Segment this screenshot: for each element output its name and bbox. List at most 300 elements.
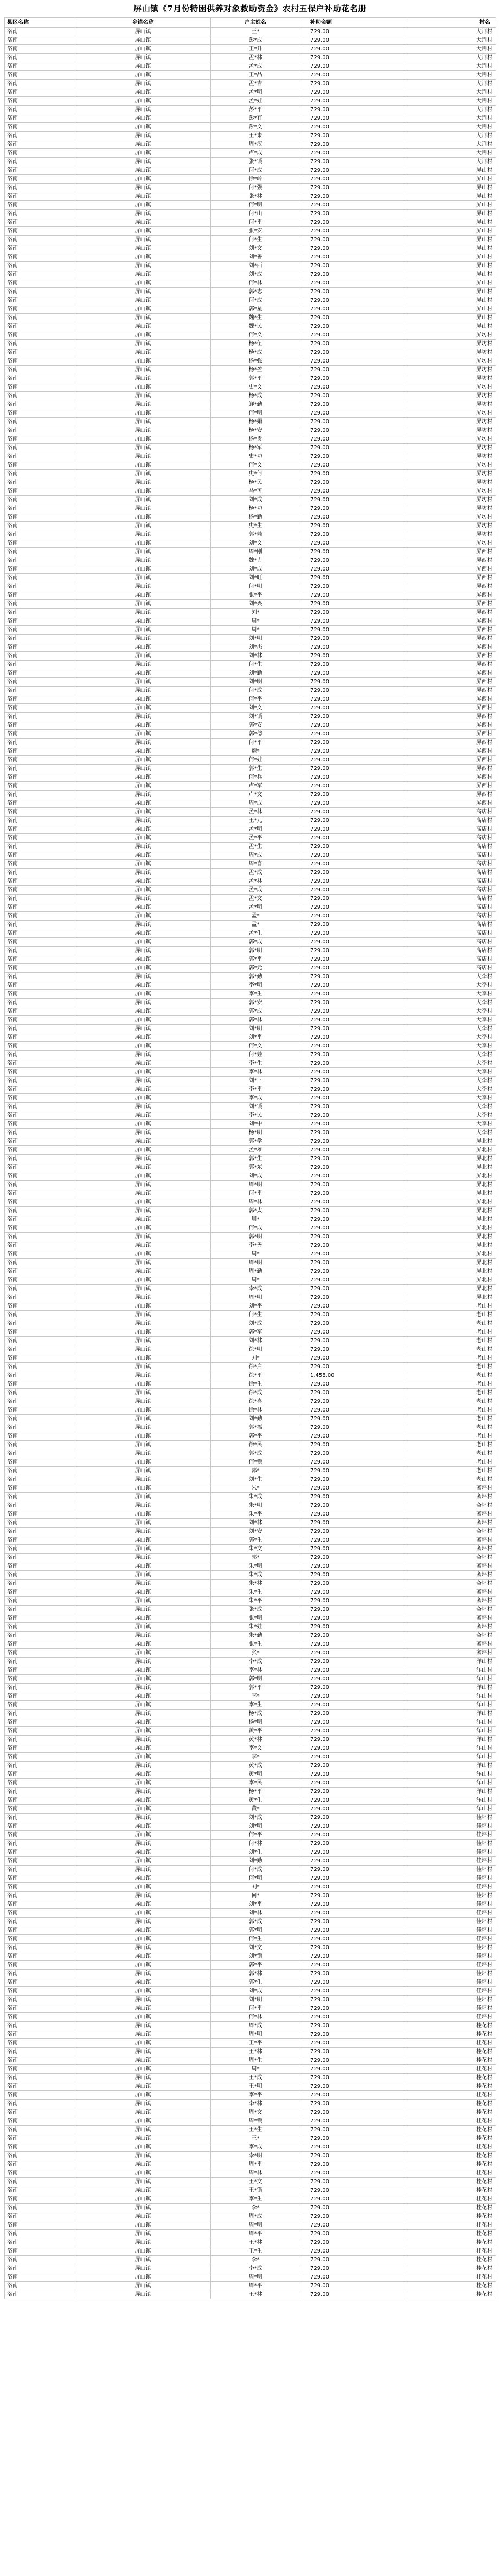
- cell-county: 洛南: [5, 2013, 75, 2022]
- cell-county: 洛南: [5, 1198, 75, 1207]
- cell-village: 屏北村: [406, 1198, 496, 1207]
- table-row: [5, 973, 496, 981]
- table-row: [5, 218, 496, 227]
- table-row: [5, 912, 496, 921]
- cell-town: 屏山镇: [75, 1961, 211, 1970]
- table-row: [5, 478, 496, 487]
- cell-amount: 729.00: [300, 192, 406, 201]
- cell-householder: 周*喜: [211, 860, 300, 869]
- table-row: [5, 279, 496, 288]
- cell-county: 洛南: [5, 669, 75, 678]
- cell-town: 屏山镇: [75, 1614, 211, 1623]
- table-row: [5, 530, 496, 539]
- cell-amount: 729.00: [300, 955, 406, 964]
- cell-householder: 彭*有: [211, 114, 300, 123]
- cell-town: 屏山镇: [75, 1250, 211, 1259]
- cell-town: 屏山镇: [75, 1441, 211, 1449]
- cell-village: 老山村: [406, 1371, 496, 1380]
- cell-village: 斋坪村: [406, 1632, 496, 1640]
- table-row: [5, 721, 496, 730]
- cell-county: 洛南: [5, 1380, 75, 1389]
- table-row: [5, 1111, 496, 1120]
- table-row: [5, 1033, 496, 1042]
- cell-county: 洛南: [5, 1944, 75, 1952]
- cell-county: 洛南: [5, 1033, 75, 1042]
- cell-village: 屏坊村: [406, 331, 496, 340]
- cell-village: 屏山村: [406, 227, 496, 236]
- cell-county: 洛南: [5, 36, 75, 45]
- cell-village: 高店村: [406, 921, 496, 929]
- cell-village: 屏北村: [406, 1259, 496, 1267]
- cell-village: 屏坊村: [406, 409, 496, 418]
- cell-county: 洛南: [5, 999, 75, 1007]
- cell-village: 老山村: [406, 1345, 496, 1354]
- cell-town: 屏山镇: [75, 97, 211, 106]
- cell-county: 洛南: [5, 1710, 75, 1718]
- cell-town: 屏山镇: [75, 522, 211, 530]
- cell-householder: 何*文: [211, 461, 300, 470]
- cell-village: 屏西村: [406, 548, 496, 556]
- table-row: [5, 1545, 496, 1554]
- cell-county: 洛南: [5, 470, 75, 478]
- table-row: [5, 504, 496, 513]
- cell-county: 洛南: [5, 2134, 75, 2143]
- cell-amount: 729.00: [300, 756, 406, 765]
- cell-town: 屏山镇: [75, 1666, 211, 1675]
- table-row: [5, 1319, 496, 1328]
- cell-householder: 刘*平: [211, 1033, 300, 1042]
- cell-householder: 周*明: [211, 1181, 300, 1189]
- table-row: [5, 2022, 496, 2030]
- cell-town: 屏山镇: [75, 756, 211, 765]
- table-row: [5, 730, 496, 739]
- table-row: [5, 929, 496, 938]
- cell-amount: 729.00: [300, 1363, 406, 1371]
- cell-householder: 周*: [211, 1276, 300, 1285]
- cell-householder: 何*兵: [211, 773, 300, 782]
- cell-county: 洛南: [5, 2247, 75, 2256]
- cell-amount: 729.00: [300, 1918, 406, 1926]
- cell-householder: 刘*文: [211, 244, 300, 253]
- cell-amount: 729.00: [300, 2065, 406, 2074]
- cell-town: 屏山镇: [75, 626, 211, 635]
- cell-amount: 729.00: [300, 1475, 406, 1484]
- cell-amount: 729.00: [300, 88, 406, 97]
- cell-town: 屏山镇: [75, 1944, 211, 1952]
- cell-amount: 729.00: [300, 452, 406, 461]
- cell-householder: 黄*成: [211, 1762, 300, 1770]
- cell-amount: 729.00: [300, 2212, 406, 2221]
- cell-amount: 729.00: [300, 149, 406, 158]
- cell-town: 屏山镇: [75, 296, 211, 305]
- cell-village: 屏山村: [406, 279, 496, 288]
- cell-amount: 729.00: [300, 1293, 406, 1302]
- cell-amount: 729.00: [300, 374, 406, 383]
- cell-village: 高店村: [406, 843, 496, 851]
- table-row: [5, 981, 496, 990]
- cell-householder: 杨*明: [211, 1129, 300, 1137]
- cell-householder: 孟*生: [211, 929, 300, 938]
- cell-town: 屏山镇: [75, 227, 211, 236]
- table-row: [5, 713, 496, 721]
- cell-county: 洛南: [5, 1935, 75, 1944]
- cell-county: 洛南: [5, 2160, 75, 2169]
- table-row: [5, 1736, 496, 1744]
- table-row: [5, 1866, 496, 1874]
- cell-town: 屏山镇: [75, 574, 211, 582]
- cell-amount: 729.00: [300, 253, 406, 262]
- cell-town: 屏山镇: [75, 1831, 211, 1840]
- cell-village: 屏西村: [406, 617, 496, 626]
- cell-householder: 李*民: [211, 1111, 300, 1120]
- table-row: [5, 2212, 496, 2221]
- cell-town: 屏山镇: [75, 1146, 211, 1155]
- cell-county: 洛南: [5, 1926, 75, 1935]
- table-row: [5, 461, 496, 470]
- cell-householder: 王*生: [211, 2247, 300, 2256]
- cell-village: 斋坪村: [406, 1571, 496, 1580]
- cell-town: 屏山镇: [75, 609, 211, 617]
- cell-town: 屏山镇: [75, 2152, 211, 2160]
- cell-village: 大荆村: [406, 45, 496, 54]
- cell-amount: 729.00: [300, 1536, 406, 1545]
- cell-village: 老山村: [406, 1449, 496, 1458]
- cell-amount: 729.00: [300, 1892, 406, 1900]
- cell-village: 屏坊村: [406, 461, 496, 470]
- table-row: [5, 1337, 496, 1345]
- cell-village: 屏北村: [406, 1189, 496, 1198]
- cell-householder: 何*平: [211, 695, 300, 704]
- cell-householder: 朱*勤: [211, 1632, 300, 1640]
- cell-amount: 729.00: [300, 1051, 406, 1059]
- cell-amount: 729.00: [300, 1441, 406, 1449]
- cell-village: 屏坊村: [406, 435, 496, 444]
- cell-town: 屏山镇: [75, 1536, 211, 1545]
- cell-county: 洛南: [5, 843, 75, 851]
- cell-village: 大李村: [406, 973, 496, 981]
- table-row: [5, 1744, 496, 1753]
- cell-amount: 729.00: [300, 626, 406, 635]
- cell-amount: 729.00: [300, 2169, 406, 2178]
- table-row: [5, 739, 496, 747]
- header-householder: 户主姓名: [211, 18, 300, 28]
- cell-county: 洛南: [5, 1233, 75, 1241]
- cell-householder: 郭*元: [211, 964, 300, 973]
- cell-county: 洛南: [5, 1059, 75, 1068]
- cell-town: 屏山镇: [75, 1519, 211, 1528]
- cell-amount: 729.00: [300, 1822, 406, 1831]
- cell-householder: 何*生: [211, 661, 300, 669]
- cell-village: 佳坪村: [406, 1840, 496, 1848]
- cell-village: 佳坪村: [406, 1935, 496, 1944]
- cell-county: 洛南: [5, 45, 75, 54]
- table-row: [5, 947, 496, 955]
- cell-amount: 729.00: [300, 513, 406, 522]
- cell-householder: 李*平: [211, 1085, 300, 1094]
- table-row: [5, 1926, 496, 1935]
- cell-county: 洛南: [5, 2143, 75, 2152]
- cell-town: 屏山镇: [75, 62, 211, 71]
- cell-county: 洛南: [5, 2022, 75, 2030]
- cell-amount: 729.00: [300, 305, 406, 314]
- cell-amount: 729.00: [300, 1241, 406, 1250]
- table-row: [5, 62, 496, 71]
- table-row: [5, 1051, 496, 1059]
- cell-town: 屏山镇: [75, 158, 211, 166]
- table-row: [5, 374, 496, 383]
- cell-amount: 729.00: [300, 114, 406, 123]
- table-row: [5, 1007, 496, 1016]
- cell-householder: 郭*: [211, 1467, 300, 1475]
- cell-town: 屏山镇: [75, 973, 211, 981]
- cell-county: 洛南: [5, 409, 75, 418]
- cell-county: 洛南: [5, 1623, 75, 1632]
- cell-householder: 郭*明: [211, 1233, 300, 1241]
- cell-village: 屏坊村: [406, 478, 496, 487]
- cell-householder: 何*平: [211, 218, 300, 227]
- cell-town: 屏山镇: [75, 1051, 211, 1059]
- table-row: [5, 1094, 496, 1103]
- cell-householder: 周*文: [211, 2108, 300, 2117]
- cell-town: 屏山镇: [75, 1172, 211, 1181]
- table-row: [5, 210, 496, 218]
- cell-amount: 729.00: [300, 1692, 406, 1701]
- cell-county: 洛南: [5, 1449, 75, 1458]
- cell-town: 屏山镇: [75, 1345, 211, 1354]
- cell-amount: 729.00: [300, 1926, 406, 1935]
- table-row: [5, 747, 496, 756]
- cell-county: 洛南: [5, 158, 75, 166]
- cell-householder: 何*生: [211, 1935, 300, 1944]
- cell-amount: 729.00: [300, 947, 406, 955]
- table-row: [5, 253, 496, 262]
- cell-village: 大李村: [406, 1042, 496, 1051]
- table-row: [5, 392, 496, 400]
- cell-town: 屏山镇: [75, 1848, 211, 1857]
- cell-town: 屏山镇: [75, 106, 211, 114]
- cell-town: 屏山镇: [75, 1649, 211, 1658]
- cell-village: 桂花村: [406, 2056, 496, 2065]
- cell-town: 屏山镇: [75, 392, 211, 400]
- cell-town: 屏山镇: [75, 2160, 211, 2169]
- cell-householder: 杨*成: [211, 348, 300, 357]
- table-row: [5, 2013, 496, 2022]
- table-row: [5, 513, 496, 522]
- cell-county: 洛南: [5, 1250, 75, 1259]
- cell-town: 屏山镇: [75, 1926, 211, 1935]
- cell-householder: 卢*文: [211, 791, 300, 799]
- cell-town: 屏山镇: [75, 2091, 211, 2100]
- cell-householder: 史*生: [211, 522, 300, 530]
- cell-county: 洛南: [5, 1831, 75, 1840]
- cell-village: 高店村: [406, 947, 496, 955]
- cell-town: 屏山镇: [75, 426, 211, 435]
- cell-town: 屏山镇: [75, 331, 211, 340]
- table-row: [5, 1501, 496, 1510]
- cell-town: 屏山镇: [75, 88, 211, 97]
- table-row: [5, 2056, 496, 2065]
- cell-village: 佳坪村: [406, 1814, 496, 1822]
- cell-town: 屏山镇: [75, 1415, 211, 1423]
- cell-village: 屏北村: [406, 1293, 496, 1302]
- table-row: [5, 1805, 496, 1814]
- cell-village: 屏山村: [406, 218, 496, 227]
- cell-village: 高店村: [406, 903, 496, 912]
- cell-householder: 郭*军: [211, 1328, 300, 1337]
- cell-amount: 729.00: [300, 1319, 406, 1328]
- cell-amount: 729.00: [300, 478, 406, 487]
- cell-town: 屏山镇: [75, 1918, 211, 1926]
- cell-householder: 李*明: [211, 981, 300, 990]
- cell-village: 屏西村: [406, 652, 496, 661]
- table-row: [5, 2030, 496, 2039]
- cell-householder: 杨*娟: [211, 418, 300, 426]
- cell-amount: 729.00: [300, 45, 406, 54]
- cell-town: 屏山镇: [75, 210, 211, 218]
- cell-town: 屏山镇: [75, 478, 211, 487]
- cell-county: 洛南: [5, 2100, 75, 2108]
- table-row: [5, 1571, 496, 1580]
- cell-householder: 张*: [211, 1649, 300, 1658]
- cell-householder: 杨*伍: [211, 340, 300, 348]
- cell-county: 洛南: [5, 496, 75, 504]
- table-row: [5, 2238, 496, 2247]
- cell-county: 洛南: [5, 2290, 75, 2299]
- cell-county: 洛南: [5, 539, 75, 548]
- cell-amount: 729.00: [300, 1493, 406, 1501]
- cell-amount: 729.00: [300, 175, 406, 184]
- cell-amount: 729.00: [300, 2273, 406, 2282]
- cell-amount: 729.00: [300, 2143, 406, 2152]
- cell-amount: 729.00: [300, 773, 406, 782]
- cell-county: 洛南: [5, 1952, 75, 1961]
- cell-householder: 何*林: [211, 1840, 300, 1848]
- cell-householder: 刘*勤: [211, 1415, 300, 1423]
- cell-county: 洛南: [5, 929, 75, 938]
- table-row: [5, 149, 496, 158]
- table-row: [5, 1155, 496, 1163]
- table-row: [5, 1120, 496, 1129]
- cell-county: 洛南: [5, 973, 75, 981]
- cell-county: 洛南: [5, 1961, 75, 1970]
- cell-village: 佳坪村: [406, 1883, 496, 1892]
- cell-amount: 729.00: [300, 244, 406, 253]
- cell-town: 屏山镇: [75, 2143, 211, 2152]
- cell-village: 高店村: [406, 825, 496, 834]
- cell-householder: 郭*志: [211, 288, 300, 296]
- cell-town: 屏山镇: [75, 1978, 211, 1987]
- table-row: [5, 1944, 496, 1952]
- cell-householder: 郭*成: [211, 1449, 300, 1458]
- cell-householder: 何*山: [211, 210, 300, 218]
- cell-householder: 刘*林: [211, 1519, 300, 1528]
- cell-town: 屏山镇: [75, 895, 211, 903]
- cell-town: 屏山镇: [75, 1432, 211, 1441]
- cell-amount: 729.00: [300, 1545, 406, 1554]
- cell-town: 屏山镇: [75, 54, 211, 62]
- table-row: [5, 1554, 496, 1562]
- table-row: [5, 175, 496, 184]
- table-row: [5, 1415, 496, 1423]
- cell-county: 洛南: [5, 2212, 75, 2221]
- cell-village: 屏北村: [406, 1241, 496, 1250]
- cell-householder: 李*: [211, 1692, 300, 1701]
- cell-householder: 郭*成: [211, 938, 300, 947]
- table-row: [5, 1918, 496, 1926]
- cell-householder: 彭*平: [211, 106, 300, 114]
- table-row: [5, 999, 496, 1007]
- cell-village: 老山村: [406, 1467, 496, 1475]
- cell-householder: 何*娃: [211, 1051, 300, 1059]
- cell-householder: 李*生: [211, 2195, 300, 2204]
- table-row: [5, 36, 496, 45]
- cell-householder: 周*明: [211, 2030, 300, 2039]
- cell-county: 洛南: [5, 1658, 75, 1666]
- table-row: [5, 669, 496, 678]
- cell-county: 洛南: [5, 1276, 75, 1285]
- cell-town: 屏山镇: [75, 2117, 211, 2126]
- cell-town: 屏山镇: [75, 582, 211, 591]
- cell-town: 屏山镇: [75, 782, 211, 791]
- cell-householder: 孟*林: [211, 808, 300, 817]
- cell-county: 洛南: [5, 713, 75, 721]
- cell-town: 屏山镇: [75, 1016, 211, 1025]
- cell-town: 屏山镇: [75, 1207, 211, 1215]
- cell-town: 屏山镇: [75, 1042, 211, 1051]
- table-row: [5, 773, 496, 782]
- cell-village: 屏西村: [406, 591, 496, 600]
- cell-householder: 徐*成: [211, 1389, 300, 1397]
- cell-village: 佳坪村: [406, 2013, 496, 2022]
- cell-town: 屏山镇: [75, 2100, 211, 2108]
- cell-amount: 729.00: [300, 973, 406, 981]
- cell-amount: 729.00: [300, 1380, 406, 1389]
- table-row: [5, 782, 496, 791]
- cell-village: 屏西村: [406, 669, 496, 678]
- cell-householder: 孟*: [211, 921, 300, 929]
- cell-householder: 刘*平: [211, 1900, 300, 1909]
- cell-amount: 729.00: [300, 1432, 406, 1441]
- table-row: [5, 1796, 496, 1805]
- cell-village: 屏坊村: [406, 426, 496, 435]
- cell-town: 屏山镇: [75, 2273, 211, 2282]
- cell-county: 洛南: [5, 88, 75, 97]
- cell-householder: 郭*娃: [211, 530, 300, 539]
- cell-town: 屏山镇: [75, 400, 211, 409]
- cell-householder: 李*生: [211, 990, 300, 999]
- cell-village: 屏山村: [406, 314, 496, 322]
- cell-householder: 周*平: [211, 2230, 300, 2238]
- cell-village: 高店村: [406, 895, 496, 903]
- table-row: [5, 1406, 496, 1415]
- cell-amount: 729.00: [300, 1016, 406, 1025]
- cell-county: 洛南: [5, 955, 75, 964]
- cell-county: 洛南: [5, 687, 75, 695]
- cell-amount: 729.00: [300, 461, 406, 470]
- cell-amount: 729.00: [300, 28, 406, 36]
- cell-town: 屏山镇: [75, 843, 211, 851]
- table-row: [5, 1059, 496, 1068]
- cell-county: 洛南: [5, 2195, 75, 2204]
- cell-village: 大荆村: [406, 54, 496, 62]
- table-row: [5, 1042, 496, 1051]
- cell-town: 屏山镇: [75, 71, 211, 80]
- cell-county: 洛南: [5, 1224, 75, 1233]
- cell-village: 屏坊村: [406, 392, 496, 400]
- cell-town: 屏山镇: [75, 1554, 211, 1562]
- table-row: [5, 1580, 496, 1588]
- table-row: [5, 1623, 496, 1632]
